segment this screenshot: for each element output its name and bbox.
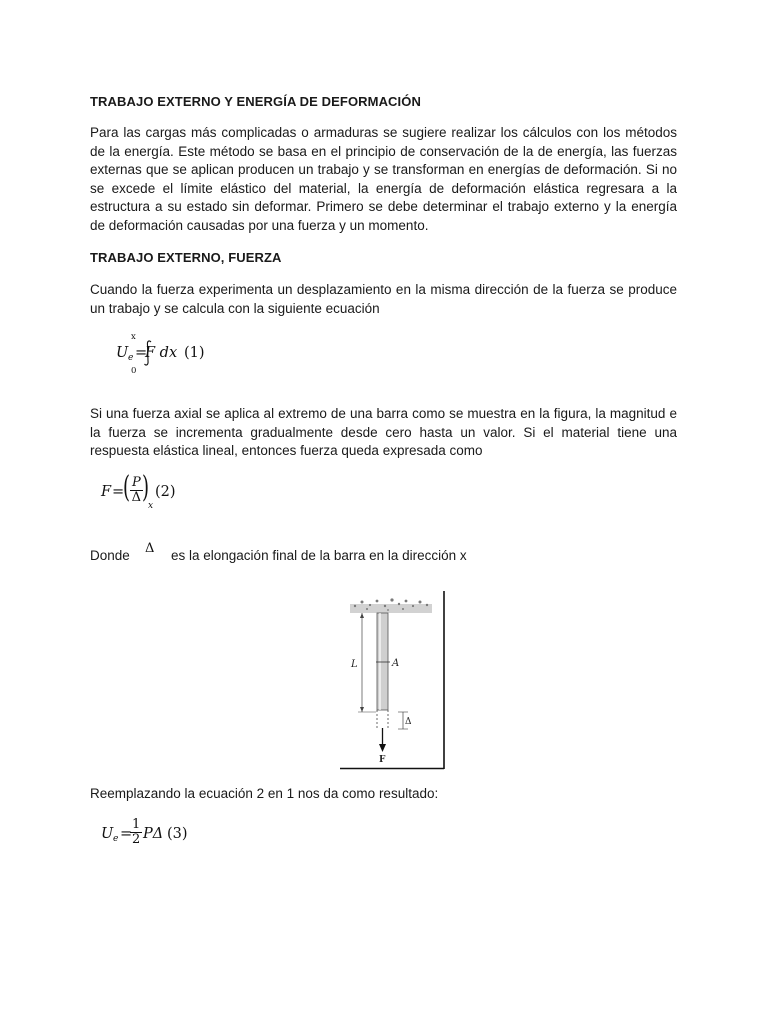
figure-label-length: L [351,659,358,670]
eq3-equals: = [120,826,133,842]
eq3-frac [130,818,142,847]
eq3-denominator: 2 [132,832,141,847]
eq2-right-paren: ) [142,470,150,505]
eq2-equals: = [112,484,125,500]
eq3-rest: PΔ [143,826,164,842]
heading-trabajo-externo-energia: TRABAJO EXTERNO Y ENERGÍA DE DEFORMACIÓN [90,94,421,109]
eq2-tag: (2) [155,484,176,500]
figure-label-force: F [379,755,386,765]
eq2-fraction [130,476,143,505]
eq1-integrand: F dx [145,345,178,361]
eq3-sub: e [113,834,119,844]
eq1-lower-limit: 0 [131,366,137,376]
donde-label: Donde [90,548,130,563]
eq2-lhs: F [101,484,112,500]
eq2-numerator: P [132,475,141,490]
eq3-fraction [130,818,142,847]
bar-figure [340,588,445,770]
donde-description: es la elongación final de la barra en la dirección x [171,548,467,563]
paragraph-intro: Para las cargas más complicadas o armaduras se sugiere realizar los cálculos con los métodos de la energía. Este método se basa en el principio de conservación de la de energía, las fuerzas externas que se aplican producen un trabajo y se transforman en energías de deformación. Si no se excede el límite elástico del material, la energía de deformación elástica regresara a la estructura a su estado sin deformar. Primero se debe determinar el trabajo externo y la energía de deformación causadas por una fuerza y un momento. [90,125,677,233]
eq3-numerator: 1 [132,817,141,832]
eq1-lhs: U [116,345,129,361]
eq1-tag: (1) [184,345,205,361]
paragraph-replacement: Reemplazando la ecuación 2 en 1 nos da como resultado: [90,786,439,801]
eq3-tag: (3) [167,826,188,842]
bar-diagram-image [340,588,445,770]
eq1-sub: e [128,353,134,363]
figure-label-delta: Δ [405,717,412,727]
eq2-left-paren: ( [123,470,131,505]
eq2-denominator: Δ [131,490,142,505]
eq3-lhs: U [101,826,114,842]
eq1-upper-limit: x [131,332,136,342]
paragraph-axial-force: Si una fuerza axial se aplica al extremo de una barra como se muestra en la figura, la magnitud e la fuerza se incrementa gradualmente desde cero hasta un valor. Si el material tiene una respuesta elástica lineal, entonces fuerza queda expresada como [90,406,677,459]
donde-delta-symbol: Δ [145,541,155,556]
paragraph-work-definition: Cuando la fuerza experimenta un desplazamiento en la misma dirección de la fuerza se produce un trabajo y se calcula con la siguiente ecuación [90,282,677,316]
heading-trabajo-externo-fuerza: TRABAJO EXTERNO, FUERZA [90,250,282,265]
eq2-sub: x [148,501,154,511]
eq2-frac [130,476,143,505]
eq1-equals: = [135,345,148,361]
figure-label-area: A [392,658,400,669]
